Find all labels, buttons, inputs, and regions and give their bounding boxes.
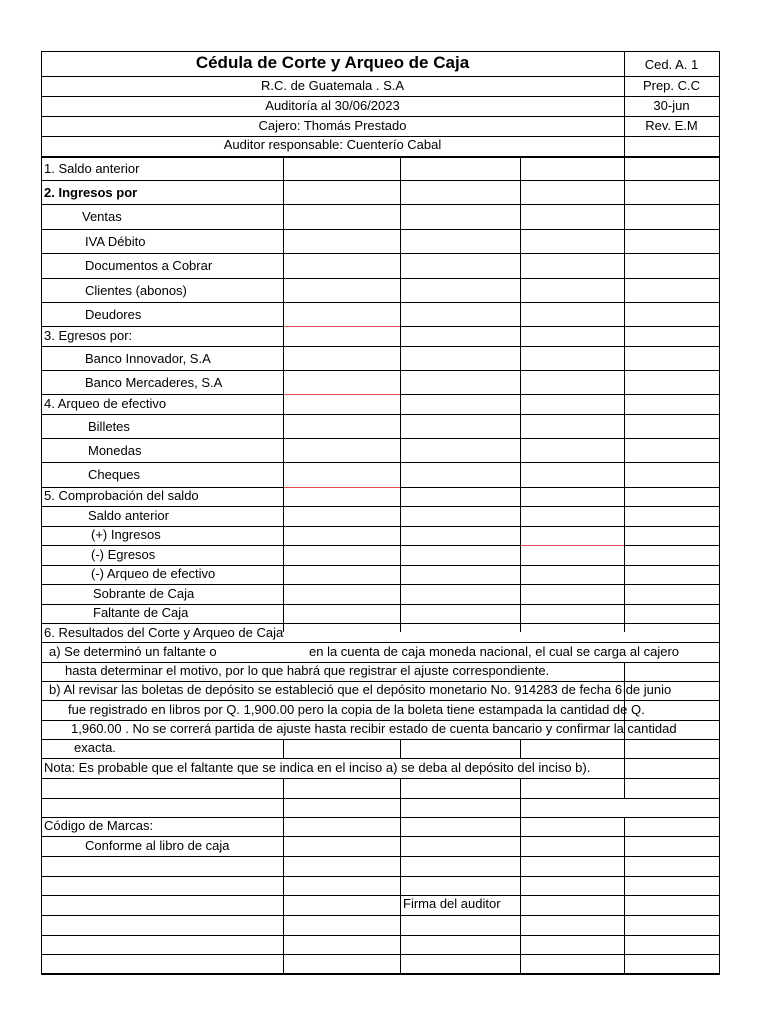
balance-check-item: (-) Arqueo de efectivo <box>91 566 216 581</box>
expense-item: Banco Innovador, S.A <box>85 351 211 366</box>
sheet-title: Cédula de Corte y Arqueo de Caja <box>195 53 470 72</box>
income-item: IVA Débito <box>85 234 146 249</box>
balance-check-item: Faltante de Caja <box>93 605 189 620</box>
income-item: Ventas <box>82 209 122 224</box>
section-results: 6. Resultados del Corte y Arqueo de Caja <box>44 625 284 640</box>
cash-count-item: Cheques <box>88 467 141 482</box>
cashier-name: Cajero: Thomás Prestado <box>258 118 407 133</box>
result-a-line-1-left: a) Se determinó un faltante o <box>49 644 217 659</box>
cash-count-item: Billetes <box>88 419 130 434</box>
result-a-line-2: hasta determinar el motivo, por lo que habrá que registrar el ajuste correspondiente. <box>65 663 550 678</box>
reviewed-by: Rev. E.M <box>645 118 698 133</box>
section-expenses: 3. Egresos por: <box>44 328 133 343</box>
marks-title: Código de Marcas: <box>44 818 154 833</box>
section-previous-balance: 1. Saldo anterior <box>44 161 140 176</box>
result-b-line-1: b) Al revisar las boletas de depósito se estableció que el depósito monetario No. 914283 de fecha 6 de junio <box>49 682 672 697</box>
balance-check-item: (+) Ingresos <box>91 527 161 542</box>
result-b-line-3: 1,960.00 . No se correrá partida de ajuste hasta recibir estado de cuenta bancario y confirmar la cantidad <box>71 721 677 736</box>
income-item: Clientes (abonos) <box>85 283 187 298</box>
auditor-name: Auditor responsable: Cuenterío Cabal <box>223 137 442 152</box>
prepared-by: Prep. C.C <box>642 78 701 93</box>
cash-count-item: Monedas <box>88 443 142 458</box>
income-item: Documentos a Cobrar <box>85 258 213 273</box>
result-a-line-1-right: en la cuenta de caja moneda nacional, el cual se carga al cajero <box>309 644 680 659</box>
section-income: 2. Ingresos por <box>44 185 138 200</box>
prepared-date: 30-jun <box>653 98 690 113</box>
mark-conforme: Conforme al libro de caja <box>85 838 230 853</box>
section-balance-check: 5. Comprobación del saldo <box>44 488 199 503</box>
balance-check-item: Sobrante de Caja <box>93 586 195 601</box>
balance-check-item: Saldo anterior <box>88 508 169 523</box>
section-cash-count: 4. Arqueo de efectivo <box>44 396 167 411</box>
company-name: R.C. de Guatemala . S.A <box>260 78 405 93</box>
result-b-line-2: fue registrado en libros por Q. 1,900.00 pero la copia de la boleta tiene estampada la cantidad de Q. <box>68 702 645 717</box>
reference-code: Ced. A. 1 <box>644 57 699 72</box>
audit-date: Auditoría al 30/06/2023 <box>265 98 400 113</box>
balance-check-item: (-) Egresos <box>91 547 156 562</box>
audit-worksheet <box>41 51 720 975</box>
income-item: Deudores <box>85 307 142 322</box>
result-b-line-4: exacta. <box>74 740 116 755</box>
note-text: Nota: Es probable que el faltante que se indica en el inciso a) se deba al depósito del inciso b). <box>44 760 591 775</box>
expense-item: Banco Mercaderes, S.A <box>85 375 223 390</box>
auditor-signature-label: Firma del auditor <box>403 896 501 911</box>
